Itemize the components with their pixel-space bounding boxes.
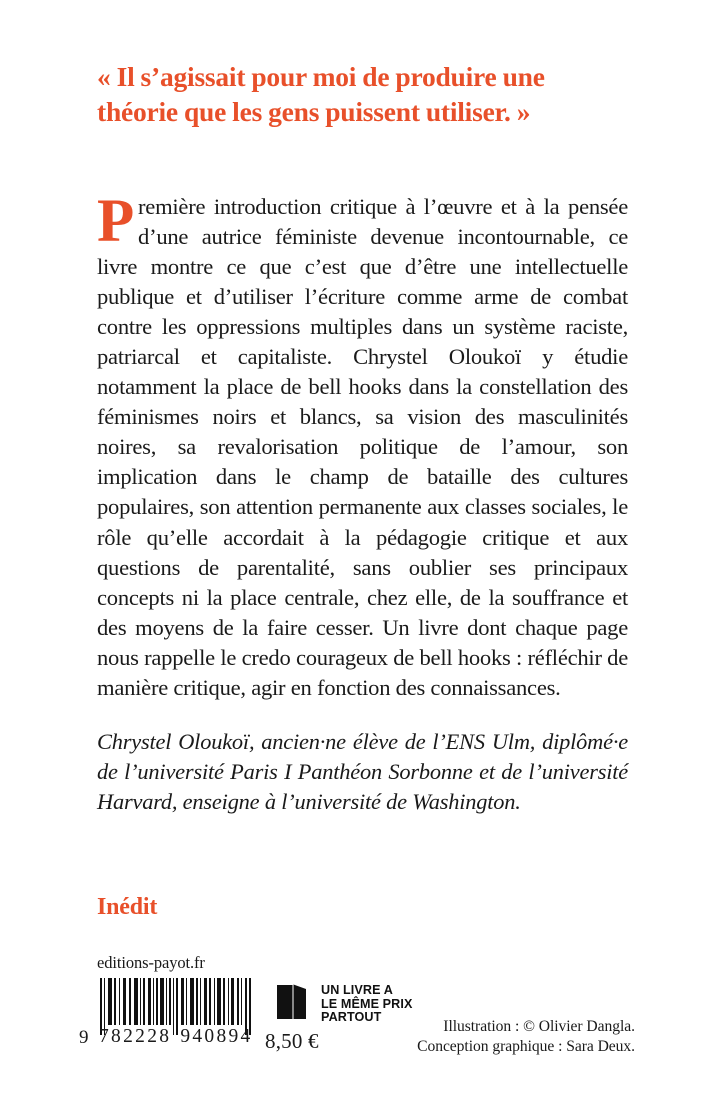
badge-line-2: LE MÊME PRIX <box>321 996 413 1011</box>
single-price-badge <box>276 983 412 1025</box>
barcode-group-one: 782228 <box>99 1026 172 1047</box>
author-bio-text: Chrystel Oloukoï, ancien·ne élève de l’ENS Ulm, diplômé·e de l’université Paris I Panthéon Sorbonne et de l’université Harvard, enseigne à l’université de Washington. <box>97 729 628 815</box>
design-credit: Conception graphique : Sara Deux. <box>417 1037 635 1055</box>
collection-label: Inédit <box>97 894 158 920</box>
pull-quote: « Il s’agissait pour moi de produire une théorie que les gens puissent utiliser. » <box>97 61 545 127</box>
blurb-text-block <box>97 188 628 703</box>
badge-line-3: PARTOUT <box>321 1010 382 1025</box>
price-label: 8,50 € <box>265 1029 319 1053</box>
blurb-body: remière introduction critique à l’œuvre et à la pensée d’une autrice féministe devenue incontournable, ce livre montre ce que c’est que d’être une intellectuelle publique et d’utiliser l’écriture comme arme de combat contre les oppressions multiples dans un système raciste, patriarcal et capitaliste. Chrystel Oloukoï y étudie notamment la place de bell hooks dans la constellation des féminismes noirs et blancs, sa vision des masculinités noires, sa revalorisation politique de l’amour, son implication dans le champ de bataille des cultures populaires, son attention permanente aux classes sociales, le rôle qu’elle accordait à la pédagogie critique et aux questions de parentalité, sans oublier ses principaux concepts ni la place centrale, chez elle, de la souffrance et des moyens de la faire cesser. Un livre dont chaque page nous rappelle le credo courageux de bell hooks : réfléchir de manière critique, agir en fonction des connaissances. <box>97 194 628 700</box>
blurb-paragraph <box>97 188 628 703</box>
single-price-badge-text <box>321 983 412 1025</box>
book-price-mark-icon <box>276 983 312 1021</box>
isbn-barcode <box>79 978 259 1052</box>
credits-block <box>417 1017 635 1056</box>
barcode-group-two: 940894 <box>180 1026 253 1047</box>
barcode-digits <box>99 1026 251 1048</box>
badge-line-1: UN LIVRE A <box>321 983 393 997</box>
author-bio-block <box>97 727 628 818</box>
barcode-lead-digit: 9 <box>79 1027 89 1048</box>
drop-cap-initial: P <box>97 188 135 255</box>
publisher-website: editions-payot.fr <box>97 953 205 972</box>
illustration-credit: Illustration : © Olivier Dangla. <box>443 1018 635 1035</box>
